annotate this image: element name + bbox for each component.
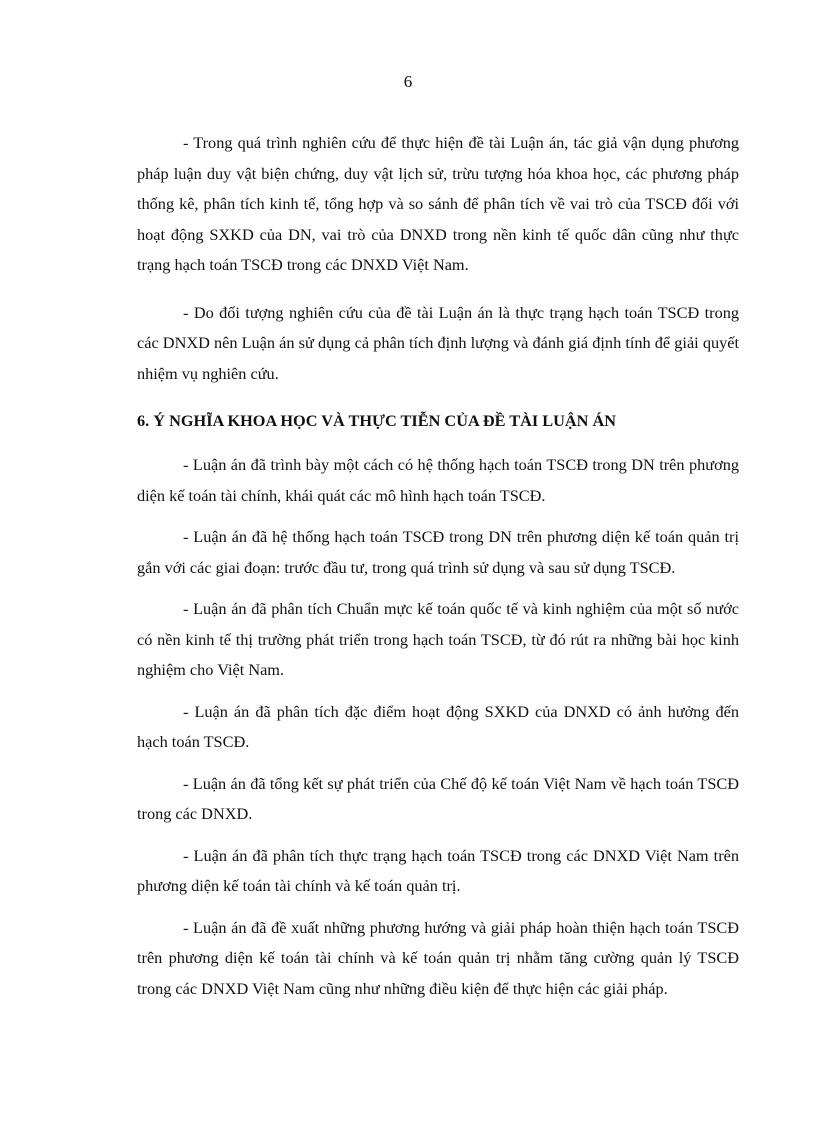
paragraph-contribution-1: - Luận án đã trình bày một cách có hệ thống hạch toán TSCĐ trong DN trên phương diện kế toán tài chính, khái quát các mô hình hạch toán TSCĐ. [137,455,739,505]
page-number: 6 [403,72,413,91]
paragraph-contribution-5: - Luận án đã tổng kết sự phát triển của Chế độ kế toán Việt Nam về hạch toán TSCĐ trong các DNXD. [137,773,739,823]
paragraph-contribution-4: - Luận án đã phân tích đặc điểm hoạt động SXKD của DNXD có ảnh hưởng đến hạch toán TSCĐ. [137,701,739,751]
paragraph-contribution-7: - Luận án đã đề xuất những phương hướng và giải pháp hoàn thiện hạch toán TSCĐ trên phương diện kế toán tài chính và kế toán quản trị nhằm tăng cường quản lý TSCĐ trong các DNXD Việt Nam cũng như những điều kiện để thực hiện các giải pháp. [137,917,739,998]
paragraph-contribution-2: - Luận án đã hệ thống hạch toán TSCĐ trong DN trên phương diện kế toán quản trị gắn với các giai đoạn: trước đầu tư, trong quá trình sử dụng và sau sử dụng TSCĐ. [137,527,739,577]
page-content [137,128,739,1015]
paragraph-contribution-6: - Luận án đã phân tích thực trạng hạch toán TSCĐ trong các DNXD Việt Nam trên phương diện kế toán tài chính và kế toán quản trị. [137,845,739,895]
paragraph-contribution-3: - Luận án đã phân tích Chuẩn mực kế toán quốc tế và kinh nghiệm của một số nước có nền kinh tế thị trường phát triển trong hạch toán TSCĐ, từ đó rút ra những bài học kinh nghiệm cho Việt Nam. [137,599,739,679]
paragraph-methodology: - Trong quá trình nghiên cứu để thực hiện đề tài Luận án, tác giả vận dụng phương pháp luận duy vật biện chứng, duy vật lịch sử, trừu tượng hóa khoa học, các phương pháp thống kê, phân tích kinh tế, tổng hợp và so sánh để phân tích về vai trò của TSCĐ đối với hoạt động SXKD của DN, vai trò của DNXD trong nền kinh tế quốc dân cũng như thực trạng hạch toán TSCĐ trong các DNXD Việt Nam. [137,133,739,274]
section-heading: 6. Ý NGHĨA KHOA HỌC VÀ THỰC TIỄN CỦA ĐỀ TÀI LUẬN ÁN [137,411,617,430]
paragraph-research-approach: - Do đối tượng nghiên cứu của đề tài Luận án là thực trạng hạch toán TSCĐ trong các DNXD nên Luận án sử dụng cả phân tích định lượng và đánh giá định tính để giải quyết nhiệm vụ nghiên cứu. [137,302,739,383]
